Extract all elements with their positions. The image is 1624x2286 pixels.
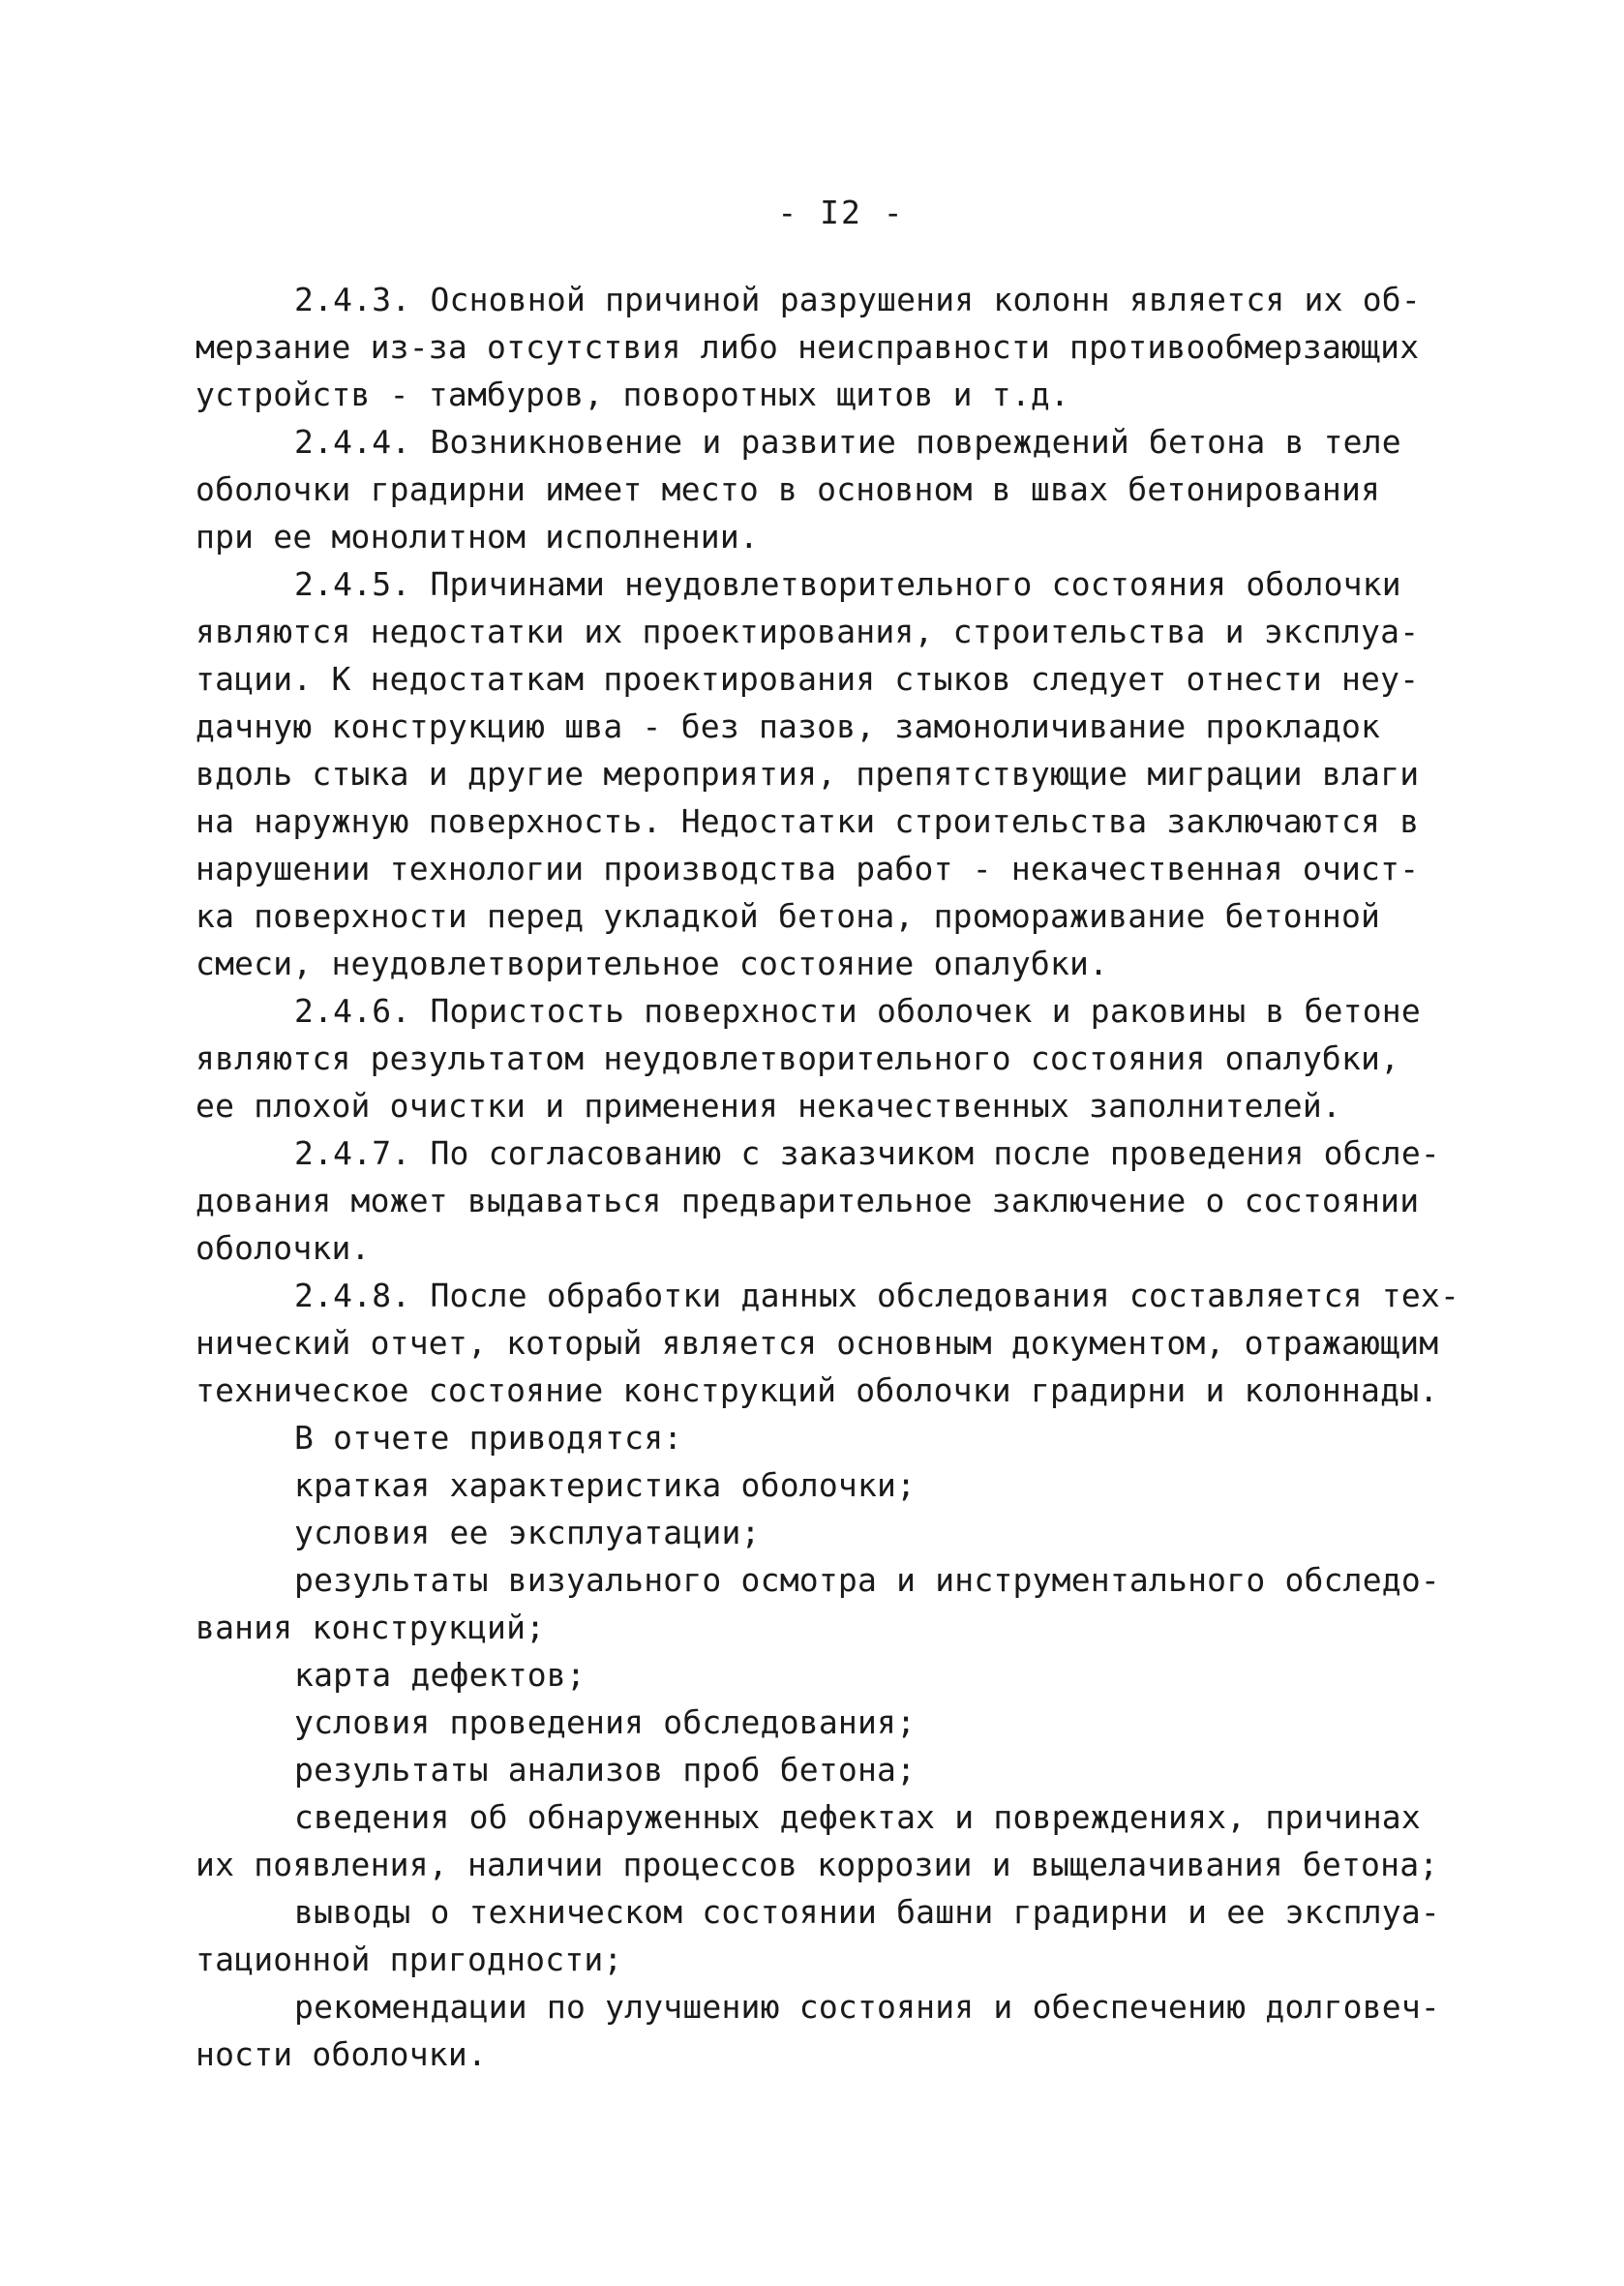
text-line: дования может выдаваться предварительное заключение о состоянии <box>195 1182 1420 1219</box>
text-line: нарушении технологии производства работ - некачественная очист- <box>195 850 1420 887</box>
text-line: техническое состояние конструкций оболочки градирни и колоннады. <box>195 1371 1439 1409</box>
text-line: 2.4.6. Пористость поверхности оболочек и раковины в бетоне <box>294 992 1421 1030</box>
text-line: на наружную поверхность. Недостатки строительства заключаются в <box>195 802 1420 840</box>
text-line: 2.4.3. Основной причиной разрушения колонн является их об- <box>294 281 1421 318</box>
text-line: нический отчет, который является основным документом, отражающим <box>195 1324 1439 1362</box>
text-line: вдоль стыка и другие мероприятия, препятствующие миграции влаги <box>195 755 1420 793</box>
text-line: 2.4.4. Возникновение и развитие повреждений бетона в теле <box>294 423 1401 461</box>
text-line: оболочки. <box>195 1229 371 1267</box>
text-line: В отчете приводятся: <box>294 1419 683 1457</box>
text-line: дачную конструкцию шва - без пазов, замоноличивание прокладок <box>195 707 1381 745</box>
text-line: ее плохой очистки и применения некачественных заполнителей. <box>195 1087 1341 1125</box>
text-line: результаты анализов проб бетона; <box>294 1751 917 1789</box>
text-line: являются результатом неудовлетворительного состояния опалубки, <box>195 1039 1400 1077</box>
text-line: выводы о техническом состоянии башни градирни и ее эксплуа- <box>294 1893 1440 1931</box>
page-number: - I2 - <box>777 194 905 231</box>
body-text <box>195 276 1473 2078</box>
text-line: краткая характеристика оболочки; <box>294 1466 917 1504</box>
text-line: карта дефектов; <box>294 1656 586 1694</box>
text-line: 2.4.5. Причинами неудовлетворительного состояния оболочки <box>294 565 1401 603</box>
text-line: 2.4.7. По согласованию с заказчиком после проведения обсле- <box>294 1134 1440 1172</box>
text-line: условия проведения обследования; <box>294 1703 917 1741</box>
text-line: ка поверхности перед укладкой бетона, промораживание бетонной <box>195 897 1381 935</box>
text-line: мерзание из-за отсутствия либо неисправности противообмерзающих <box>195 328 1420 366</box>
text-line: оболочки градирни имеет место в основном в швах бетонирования <box>195 470 1381 508</box>
text-line: тационной пригодности; <box>195 1940 623 1978</box>
text-line: ности оболочки. <box>195 2035 488 2073</box>
text-line: смеси, неудовлетворительное состояние опалубки. <box>195 945 1109 982</box>
text-line: устройств - тамбуров, поворотных щитов и т.д. <box>195 376 1070 413</box>
text-line: тации. К недостаткам проектирования стыков следует отнести неу- <box>195 660 1420 698</box>
text-line: при ее монолитном исполнении. <box>195 518 759 556</box>
text-line: их появления, наличии процессов коррозии и выщелачивания бетона; <box>195 1846 1439 1883</box>
text-line: 2.4.8. После обработки данных обследования составляется тех- <box>294 1277 1460 1314</box>
text-line: сведения об обнаруженных дефектах и повреждениях, причинах <box>294 1798 1421 1836</box>
text-line: вания конструкций; <box>195 1609 546 1646</box>
text-line: являются недостатки их проектирования, строительства и эксплуа- <box>195 613 1420 650</box>
text-line: условия ее эксплуатации; <box>294 1514 761 1551</box>
text-line: результаты визуального осмотра и инструментального обследо- <box>294 1561 1440 1599</box>
text-line: рекомендации по улучшению состояния и обеспечению долговеч- <box>294 1988 1440 2026</box>
